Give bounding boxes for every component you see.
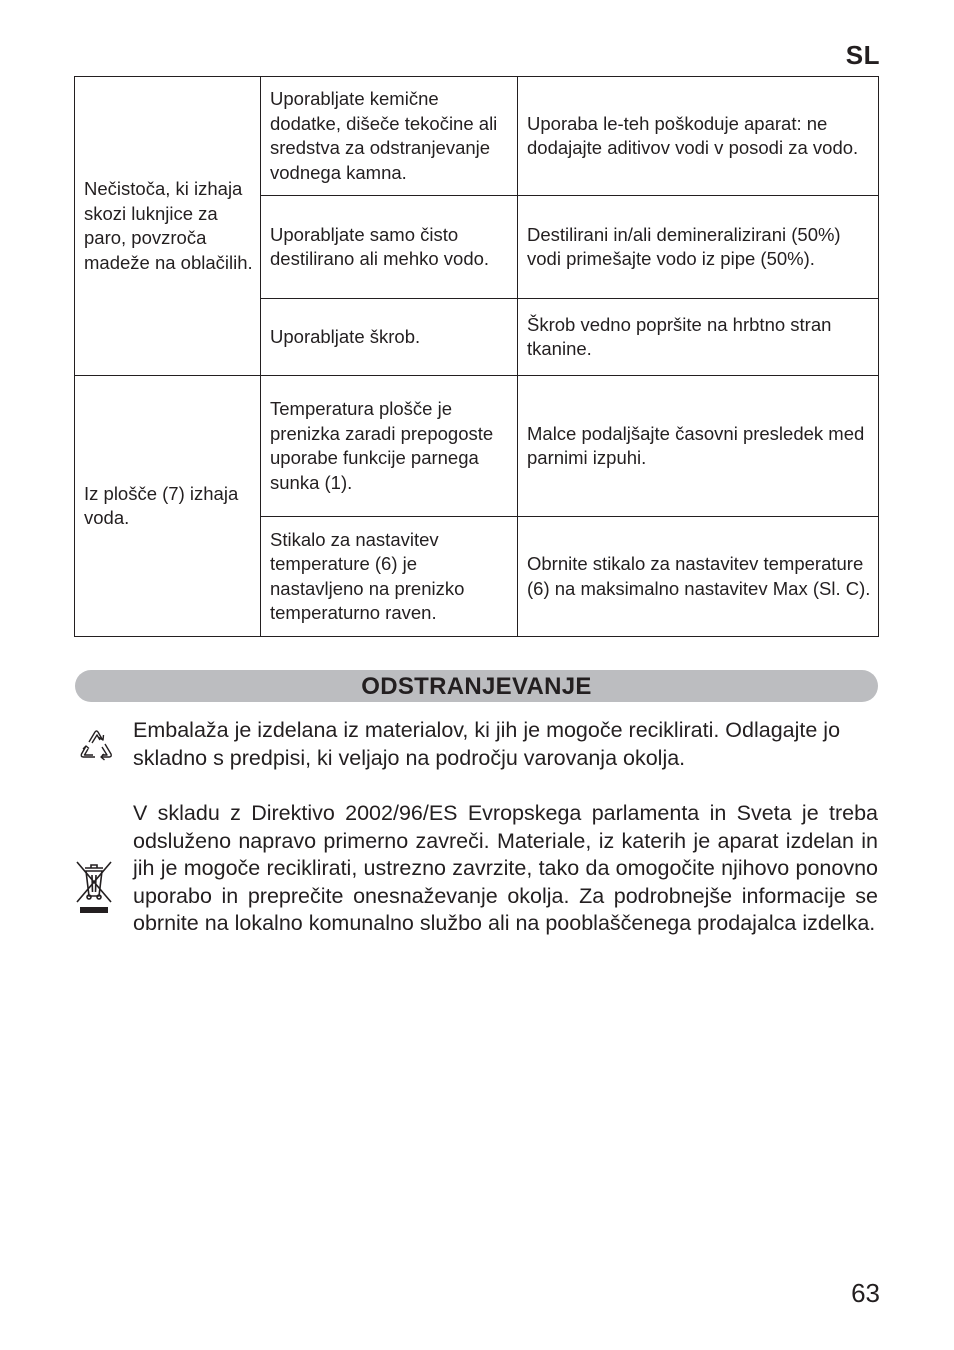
cause-cell: Uporabljate škrob. xyxy=(261,299,518,376)
solution-cell: Uporaba le-teh poškoduje aparat: ne dodajajte aditivov vodi v posodi za vodo. xyxy=(518,77,879,196)
weee-disposal-text: V skladu z Direktivo 2002/96/ES Evropskega parlamenta in Sveta je treba odsluženo napravo primerno zavreči. Materiale, iz katerih je aparat izdelan in jih je mogoče reciklirati, ustrezno zavrzite, tako da omogočite njihovo ponovno uporabo in preprečite onesnaževanje okolja. Za podrobnejše informacije se obrnite na lokalno komunalno službo ali na pooblaščenega prodajalca izdelka. xyxy=(133,801,878,935)
solution-cell: Malce podaljšajte časovni presledek med parnimi izpuhi. xyxy=(518,376,879,517)
cause-cell: Temperatura plošče je prenizka zaradi prepogoste uporabe funkcije parnega sunka (1). xyxy=(261,376,518,517)
cause-cell: Stikalo za nastavitev temperature (6) je nastavljeno na prenizko temperaturno raven. xyxy=(261,517,518,637)
recycle-icon xyxy=(72,722,120,770)
section-heading-bar xyxy=(75,670,878,702)
packaging-disposal-text: Embalaža je izdelana iz materialov, ki jih je mogoče reciklirati. Odlagajte jo skladno s predpisi, ki veljajo na področju varovanja okolja. xyxy=(133,718,841,770)
troubleshooting-table xyxy=(74,76,879,637)
crossed-out-bin-icon xyxy=(73,858,115,916)
problem-cell: Iz plošče (7) izhaja voda. xyxy=(75,376,261,637)
cause-cell: Uporabljate kemične dodatke, dišeče tekočine ali sredstva za odstranjevanje vodnega kamna. xyxy=(261,77,518,196)
cause-cell: Uporabljate samo čisto destilirano ali mehko vodo. xyxy=(261,196,518,299)
section-title: ODSTRANJEVANJE xyxy=(361,673,592,700)
table-row xyxy=(75,77,879,196)
language-code: SL xyxy=(845,40,880,70)
solution-cell: Obrnite stikalo za nastavitev temperature (6) na maksimalno nastavitev Max (Sl. C). xyxy=(518,517,879,637)
problem-cell: Nečistoča, ki izhaja skozi luknjice za paro, povzroča madeže na oblačilih. xyxy=(75,77,261,376)
table-row xyxy=(75,376,879,517)
page-number: 63 xyxy=(851,1278,880,1308)
solution-cell: Škrob vedno popršite na hrbtno stran tkanine. xyxy=(518,299,879,376)
solution-cell: Destilirani in/ali demineralizirani (50%) vodi primešajte vodo iz pipe (50%). xyxy=(518,196,879,299)
